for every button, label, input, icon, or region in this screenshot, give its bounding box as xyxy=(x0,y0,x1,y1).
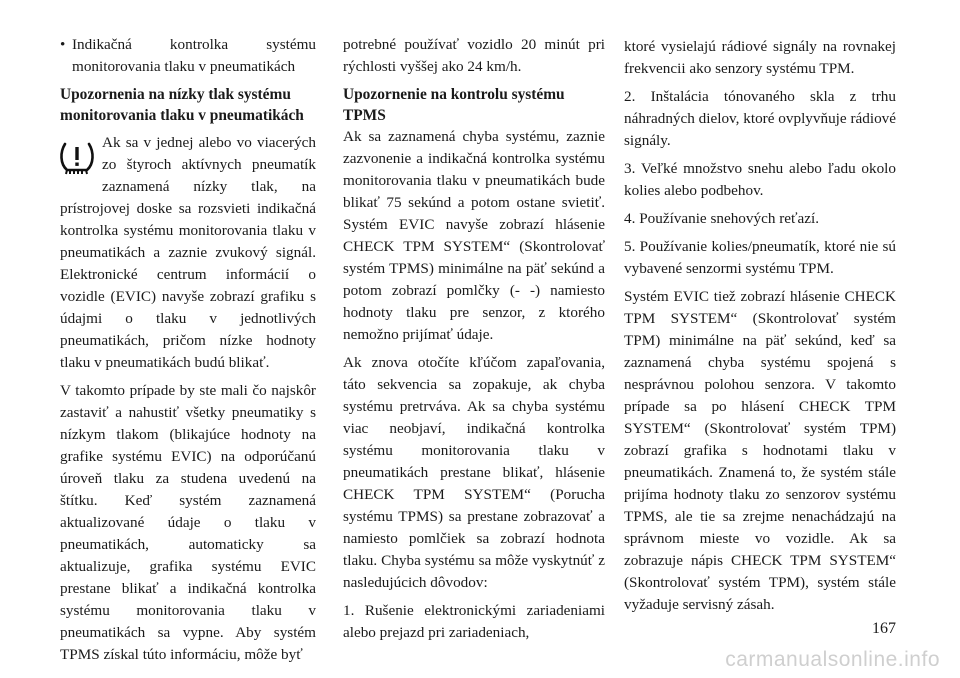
heading-low-pressure: Upozornenia na nízky tlak systému monitorovania tlaku v pneumatikách xyxy=(60,86,304,124)
paragraph: 4. Používanie snehových reťazí. xyxy=(624,210,820,227)
watermark: carmanualsonline.info xyxy=(725,648,940,671)
paragraph: Ak znova otočíte kľúčom zapaľovania, táto sekvencia sa zopakuje, ak chyba systému pretrváva. Ak sa chyba systému viac neobjaví, indikačná kontrolka systému monitorovania tlaku v pneumatikách prestane blikať, hlásenie CHECK TPM SYSTEM“ (Porucha systému TPMS) sa prestane zobrazovať a namiesto pomlčiek sa zobrazí hodnota tlaku. Chyba systému sa môže vyskytnúť z nasledujúcich dôvodov: xyxy=(343,354,605,591)
column-middle xyxy=(343,34,605,650)
bullet-item xyxy=(60,34,316,78)
paragraph: 3. Veľké množstvo snehu alebo ľadu okolo kolies alebo podbehov. xyxy=(624,160,896,199)
paragraph: 1. Rušenie elektronickými zariadeniami alebo prejazd pri zariadeniach, xyxy=(343,602,605,641)
bullet-dot: • xyxy=(60,36,66,53)
heading-tpms-check: Upozornenie na kontrolu systému TPMS xyxy=(343,86,565,124)
bullet-text: Indikačná kontrolka systému monitorovania tlaku v pneumatikách xyxy=(72,36,316,75)
paragraph: Ak sa zaznamená chyba systému, zaznie zazvonenie a indikačná kontrolka systému monitorovania tlaku v pneumatikách bude blikať 75 sekúnd a potom ostane svietiť. Systém EVIC navyše zobrazí hlásenie CHECK TPM SYSTEM“ (Skontrolovať systém TPMS) minimálne na päť sekúnd a potom zobrazí pomlčky (- -) namiesto hodnoty tlaku pre senzor, z ktorého nemožno prijímať údaje. xyxy=(343,128,605,343)
paragraph: 2. Inštalácia tónovaného skla z trhu náhradných dielov, ktoré ovplyvňuje rádiové signály. xyxy=(624,88,896,149)
paragraph: Ak sa v jednej alebo vo viacerých zo štyroch aktívnych pneumatík zaznamená nízky tlak, na prístrojovej doske sa rozsvieti indikačná kontrolka systému monitorovania tlaku v pneumatikách a zaznie zvukový signál. Elektronické centrum informácií o vozidle (EVIC) navyše zobrazí grafiku s údajmi o tlaku v jednotlivých pneumatikách, pričom nízke hodnoty tlaku v pneumatikách budú blikať. xyxy=(60,134,316,371)
paragraph: potrebné používať vozidlo 20 minút pri rýchlosti vyššej ako 24 km/h. xyxy=(343,36,605,75)
tpms-warning-icon xyxy=(58,134,96,178)
paragraph: Systém EVIC tiež zobrazí hlásenie CHECK TPM SYSTEM“ (Skontrolovať systém TPM) minimálne na päť sekúnd, keď sa zaznamená chyba systému spojená s nesprávnou polohou senzora. V takomto prípade sa po hlásení CHECK TPM SYSTEM“ (Skontrolovať systém TPM) zobrazí grafika s hodnotami tlaku v pneumatikách. Znamená to, že systém stále prijíma hodnoty tlaku zo senzorov systému TPMS, ale tie sa zrejme nenachádzajú na správnom mieste vo vozidle. Ak sa zobrazuje nápis CHECK TPM SYSTEM“ (Skontrolovať systém TPM), systém stále vyžaduje servisný zásah. xyxy=(624,288,896,613)
page-number: 167 xyxy=(872,620,896,637)
paragraph: ktoré vysielajú rádiové signály na rovnakej frekvencii ako senzory systému TPM. xyxy=(624,38,896,77)
paragraph: V takomto prípade by ste mali čo najskôr zastaviť a nahustiť všetky pneumatiky s nízkym tlakom (blikajúce hodnoty na grafike systému EVIC) na odporúčanú úroveň tlaku za studena uvedenú na štítku. Keď systém zaznamená aktualizované údaje o tlaku v pneumatikách, automaticky sa aktualizuje, grafika systému EVIC prestane blikať a indikačná kontrolka systému monitorovania tlaku v pneumatikách sa vypne. Aby systém TPMS získal túto informáciu, môže byť xyxy=(60,382,316,663)
column-left xyxy=(60,34,316,672)
paragraph: 5. Používanie kolies/pneumatík, ktoré nie sú vybavené senzormi systému TPM. xyxy=(624,238,896,277)
warning-section xyxy=(60,132,316,374)
column-right xyxy=(624,36,896,622)
